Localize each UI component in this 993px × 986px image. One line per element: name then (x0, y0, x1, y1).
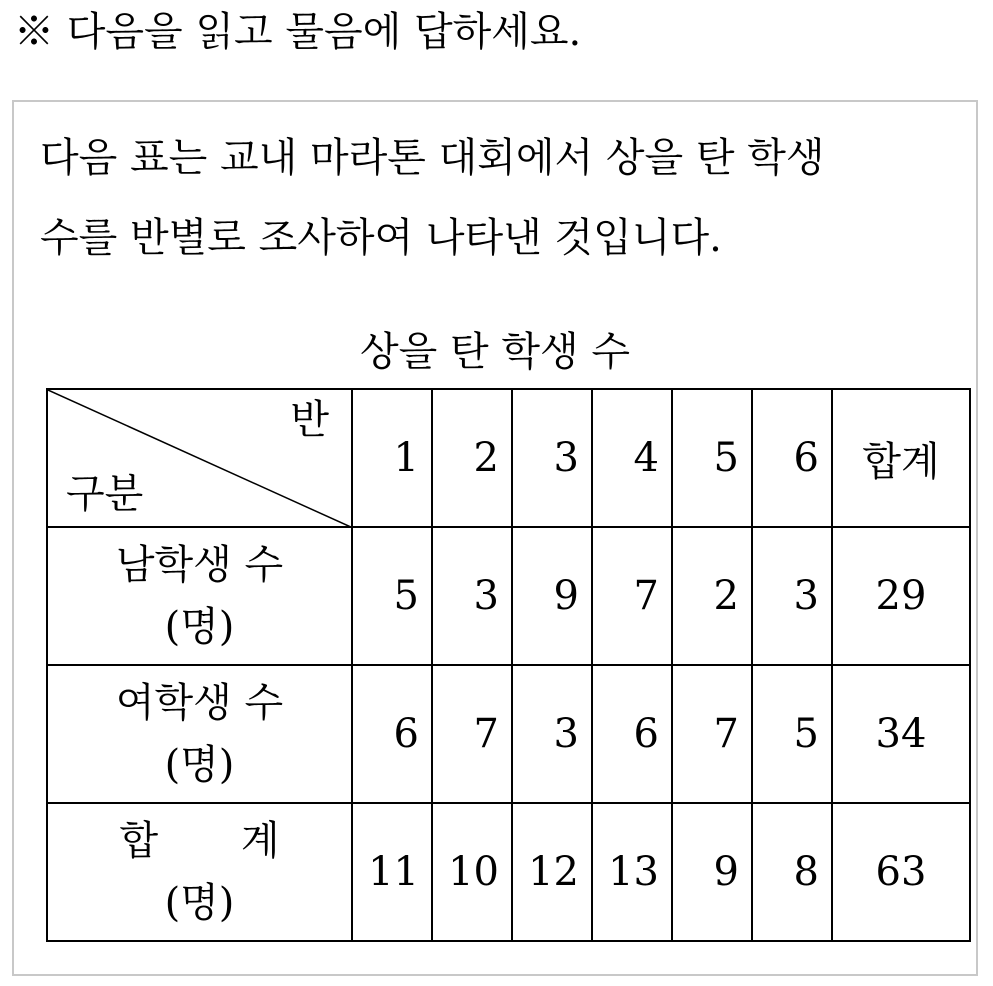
cell-male-class-3: 9 (512, 527, 592, 665)
cell-female-class-3: 3 (512, 665, 592, 803)
passage-line-2: 수를 반별로 조사하여 나타낸 것입니다. (40, 215, 722, 261)
cell-female-total: 34 (832, 665, 970, 803)
corner-class-label: 반 (290, 397, 329, 443)
corner-category-label: 구분 (66, 471, 144, 517)
column-header-class-6: 6 (752, 389, 832, 527)
row-label-male (47, 527, 352, 665)
cell-male-total: 29 (832, 527, 970, 665)
cell-female-class-5: 7 (672, 665, 752, 803)
cell-total-class-1: 11 (352, 803, 432, 941)
cell-grand-total: 63 (832, 803, 970, 941)
table-row-female (47, 665, 970, 803)
award-students-table (46, 388, 971, 942)
corner-header-cell (47, 389, 352, 527)
passage-box (12, 100, 978, 976)
cell-male-class-2: 3 (432, 527, 512, 665)
table-header-row (47, 389, 970, 527)
row-label-female-unit: (명) (164, 742, 235, 788)
cell-female-class-4: 6 (592, 665, 672, 803)
cell-male-class-6: 3 (752, 527, 832, 665)
cell-total-class-5: 9 (672, 803, 752, 941)
column-header-class-1: 1 (352, 389, 432, 527)
column-header-class-3: 3 (512, 389, 592, 527)
cell-male-class-1: 5 (352, 527, 432, 665)
column-header-class-2: 2 (432, 389, 512, 527)
row-label-total-unit: (명) (164, 880, 235, 926)
column-header-class-4: 4 (592, 389, 672, 527)
cell-male-class-5: 2 (672, 527, 752, 665)
row-label-total (47, 803, 352, 941)
table-caption: 상을 탄 학생 수 (360, 329, 630, 375)
row-label-male-unit: (명) (164, 604, 235, 650)
cell-total-class-2: 10 (432, 803, 512, 941)
instruction-text: ※ 다음을 읽고 물음에 답하세요. (14, 9, 582, 55)
column-header-total: 합계 (832, 389, 970, 527)
table-row-male (47, 527, 970, 665)
cell-female-class-2: 7 (432, 665, 512, 803)
passage-line-1: 다음 표는 교내 마라톤 대회에서 상을 탄 학생 (40, 135, 825, 181)
cell-total-class-4: 13 (592, 803, 672, 941)
table-row-total (47, 803, 970, 941)
row-label-total-text: 합 계 (119, 818, 280, 864)
row-label-female (47, 665, 352, 803)
cell-female-class-1: 6 (352, 665, 432, 803)
column-header-class-5: 5 (672, 389, 752, 527)
cell-female-class-6: 5 (752, 665, 832, 803)
cell-total-class-3: 12 (512, 803, 592, 941)
cell-total-class-6: 8 (752, 803, 832, 941)
cell-male-class-4: 7 (592, 527, 672, 665)
row-label-male-text: 남학생 수 (115, 542, 284, 588)
row-label-female-text: 여학생 수 (115, 680, 284, 726)
